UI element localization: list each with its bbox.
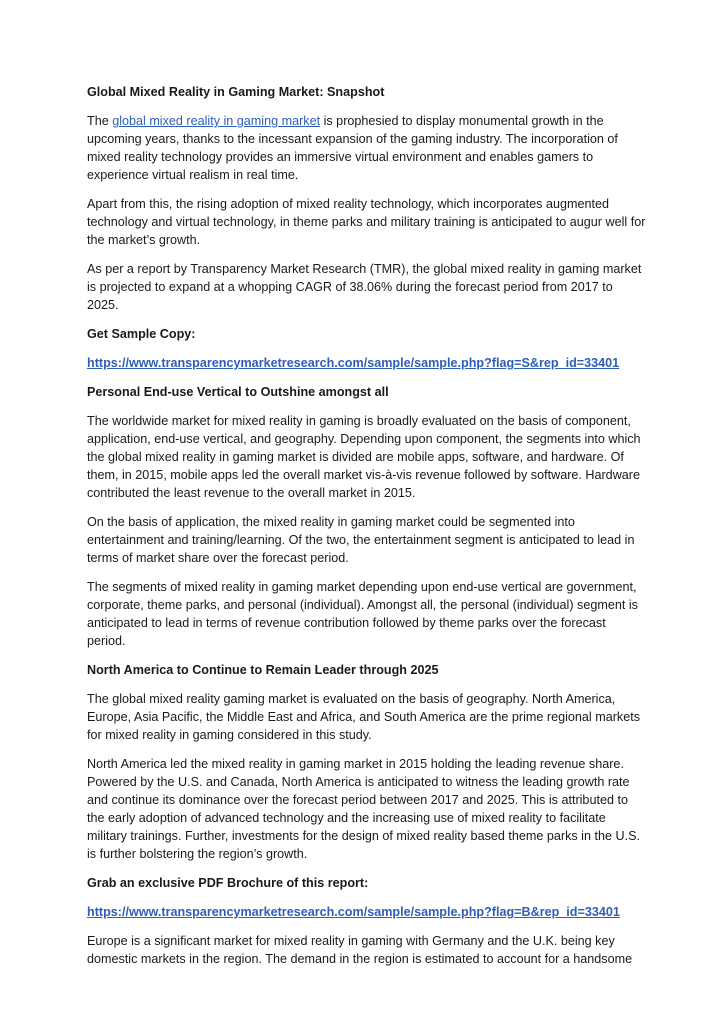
sample-url-line	[87, 354, 647, 372]
brochure-url-line	[87, 903, 647, 921]
heading-personal-end-use: Personal End-use Vertical to Outshine amongst all	[87, 385, 389, 399]
heading-sample-copy: Get Sample Copy:	[87, 327, 196, 341]
paragraph-end-use-vertical: The segments of mixed reality in gaming market depending upon end-use vertical are government, corporate, theme parks, and personal (individual). Amongst all, the personal (individual) segment is anticipated to lead in terms of revenue contribution followed by theme parks over the forecast period.	[87, 580, 638, 648]
paragraph-intro	[87, 112, 647, 184]
paragraph-adoption: Apart from this, the rising adoption of mixed reality technology, which incorporates augmented technology and virtual technology, in theme parks and military training is anticipated to augur well for the market’s growth.	[87, 197, 646, 247]
heading-snapshot: Global Mixed Reality in Gaming Market: Snapshot	[87, 85, 385, 99]
paragraph-north-america: North America led the mixed reality in gaming market in 2015 holding the leading revenue share. Powered by the U.S. and Canada, North America is anticipated to witness the leading growth rate and continue its dominance over the forecast period between 2017 and 2025. This is attributed to the early adoption of advanced technology and the increasing use of mixed reality to facilitate military trainings. Further, investments for the design of mixed reality based theme parks in the U.S. is further bolstering the region’s growth.	[87, 757, 640, 861]
heading-pdf-brochure: Grab an exclusive PDF Brochure of this report:	[87, 876, 369, 890]
paragraph-tmr-report: As per a report by Transparency Market Research (TMR), the global mixed reality in gaming market is projected to expand at a whopping CAGR of 38.06% during the forecast period from 2017 to 2025.	[87, 262, 642, 312]
document-page	[87, 83, 647, 979]
paragraph-geography: The global mixed reality gaming market is evaluated on the basis of geography. North America, Europe, Asia Pacific, the Middle East and Africa, and South America are the prime regional markets for mixed reality in gaming considered in this study.	[87, 692, 641, 742]
market-link[interactable]: global mixed reality in gaming market	[112, 114, 321, 128]
paragraph-component: The worldwide market for mixed reality in gaming is broadly evaluated on the basis of component, application, end-use vertical, and geography. Depending upon component, the segments into which the global mixed reality in gaming market is divided are mobile apps, software, and hardware. Of them, in 2015, mobile apps led the overall market vis-à-vis revenue followed by software. Hardware contributed the least revenue to the overall market in 2015.	[87, 414, 641, 500]
paragraph-application: On the basis of application, the mixed reality in gaming market could be segmented into entertainment and training/learning. Of the two, the entertainment segment is anticipated to lead in terms of market share over the forecast period.	[87, 515, 635, 565]
intro-post-text: is prophesied to display monumental growth in the upcoming years, thanks to the incessant expansion of the gaming industry. The incorporation of mixed reality technology provides an immersive virtual environment and enables gamers to experience virtual realism in real time.	[87, 114, 618, 182]
sample-copy-link[interactable]: https://www.transparencymarketresearch.com/sample/sample.php?flag=S&rep_id=33401	[87, 356, 620, 370]
intro-pre-text: The	[87, 114, 113, 128]
brochure-link[interactable]: https://www.transparencymarketresearch.com/sample/sample.php?flag=B&rep_id=33401	[87, 905, 620, 919]
heading-north-america: North America to Continue to Remain Leader through 2025	[87, 663, 439, 677]
paragraph-europe: Europe is a significant market for mixed reality in gaming with Germany and the U.K. being key domestic markets in the region. The demand in the region is estimated to account for a handsome	[87, 934, 633, 966]
